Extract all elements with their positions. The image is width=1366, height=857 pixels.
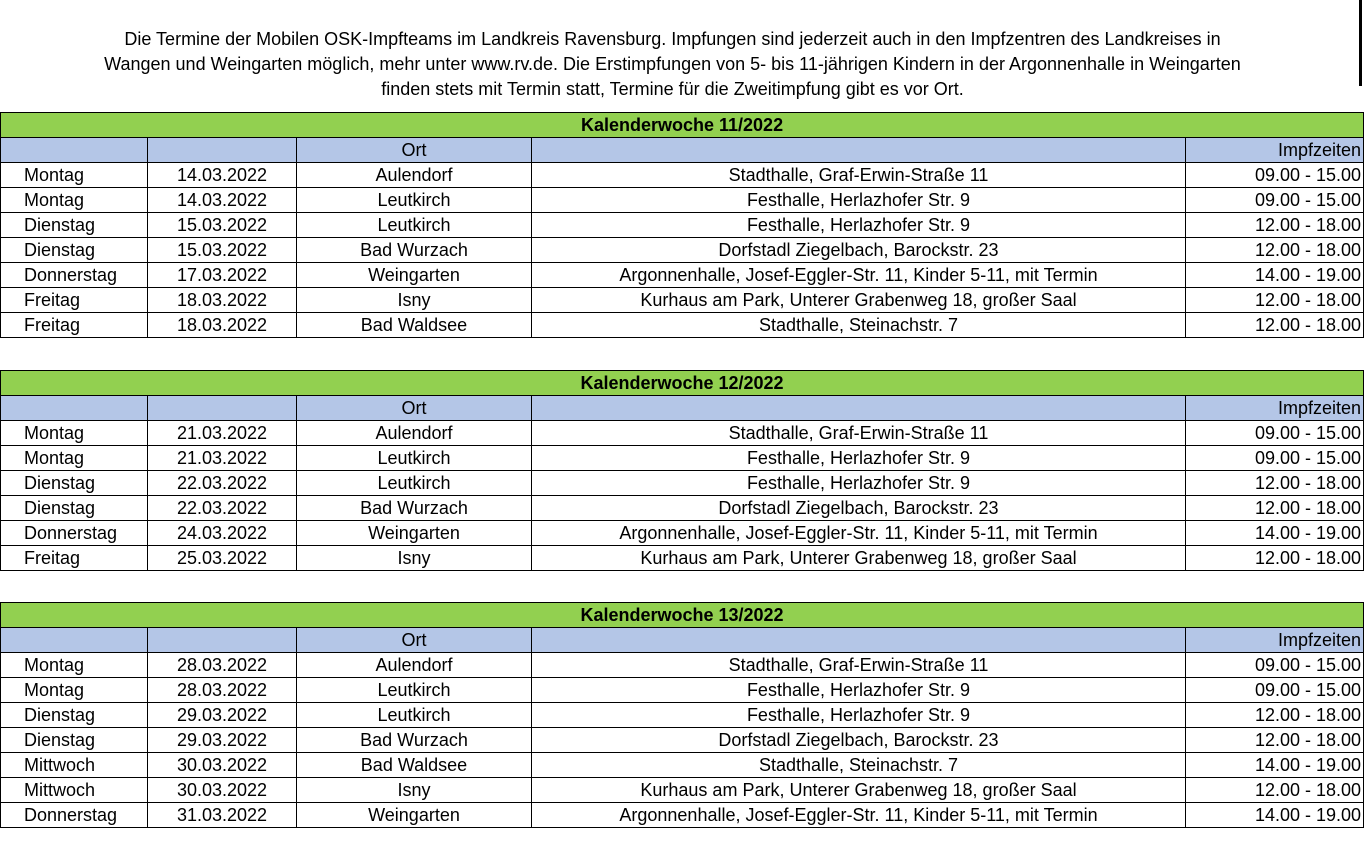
cell-date: 21.03.2022 [148,446,297,471]
cell-ort: Aulendorf [297,653,532,678]
table-row [1,421,1364,446]
intro-line: Wangen und Weingarten möglich, mehr unter www.rv.de. Die Erstimpfungen von 5- bis 11-jährigen Kindern in der Argonnenhalle in Weingarten [104,54,1241,74]
week-table [0,370,1364,571]
week-title: Kalenderwoche 12/2022 [1,371,1364,396]
header-place [532,628,1186,653]
table-row [1,288,1364,313]
cell-day: Dienstag [1,728,148,753]
cell-time: 12.00 - 18.00 [1186,213,1364,238]
cell-day: Dienstag [1,703,148,728]
cell-time: 12.00 - 18.00 [1186,778,1364,803]
header-ort: Ort [297,396,532,421]
cell-place: Festhalle, Herlazhofer Str. 9 [532,471,1186,496]
cell-time: 12.00 - 18.00 [1186,546,1364,571]
cell-date: 18.03.2022 [148,288,297,313]
cell-time: 14.00 - 19.00 [1186,753,1364,778]
cell-ort: Bad Waldsee [297,753,532,778]
cell-place: Festhalle, Herlazhofer Str. 9 [532,678,1186,703]
cell-date: 29.03.2022 [148,703,297,728]
cell-ort: Leutkirch [297,678,532,703]
week-table [0,112,1364,338]
header-ort: Ort [297,138,532,163]
table-row [1,471,1364,496]
cell-day: Montag [1,163,148,188]
cell-date: 18.03.2022 [148,313,297,338]
intro-text [20,27,1325,102]
table-row [1,446,1364,471]
cell-date: 15.03.2022 [148,213,297,238]
cell-day: Dienstag [1,496,148,521]
column-header-row [1,396,1364,421]
table-row [1,753,1364,778]
cell-day: Freitag [1,546,148,571]
cell-time: 09.00 - 15.00 [1186,446,1364,471]
table-row [1,213,1364,238]
right-border-line [1359,0,1362,86]
cell-day: Donnerstag [1,803,148,828]
intro-line: finden stets mit Termin statt, Termine für die Zweitimpfung gibt es vor Ort. [381,79,964,99]
week-table [0,602,1364,828]
cell-day: Dienstag [1,238,148,263]
cell-day: Donnerstag [1,521,148,546]
header-place [532,138,1186,163]
cell-time: 12.00 - 18.00 [1186,703,1364,728]
cell-place: Dorfstadl Ziegelbach, Barockstr. 23 [532,728,1186,753]
cell-place: Argonnenhalle, Josef-Eggler-Str. 11, Kinder 5-11, mit Termin [532,803,1186,828]
cell-date: 28.03.2022 [148,653,297,678]
header-date [148,396,297,421]
cell-place: Kurhaus am Park, Unterer Grabenweg 18, großer Saal [532,288,1186,313]
cell-place: Argonnenhalle, Josef-Eggler-Str. 11, Kinder 5-11, mit Termin [532,263,1186,288]
cell-place: Kurhaus am Park, Unterer Grabenweg 18, großer Saal [532,778,1186,803]
header-day [1,628,148,653]
cell-place: Stadthalle, Steinachstr. 7 [532,753,1186,778]
table-row [1,263,1364,288]
cell-date: 30.03.2022 [148,778,297,803]
cell-date: 22.03.2022 [148,496,297,521]
cell-day: Mittwoch [1,753,148,778]
cell-ort: Weingarten [297,263,532,288]
table-row [1,653,1364,678]
cell-ort: Weingarten [297,803,532,828]
cell-day: Montag [1,446,148,471]
table-row [1,521,1364,546]
cell-ort: Bad Waldsee [297,313,532,338]
table-row [1,163,1364,188]
cell-date: 22.03.2022 [148,471,297,496]
header-ort: Ort [297,628,532,653]
week-title-row [1,371,1364,396]
cell-day: Freitag [1,288,148,313]
cell-time: 09.00 - 15.00 [1186,163,1364,188]
cell-place: Dorfstadl Ziegelbach, Barockstr. 23 [532,496,1186,521]
table-row [1,728,1364,753]
cell-day: Freitag [1,313,148,338]
cell-date: 29.03.2022 [148,728,297,753]
cell-place: Festhalle, Herlazhofer Str. 9 [532,188,1186,213]
cell-time: 12.00 - 18.00 [1186,313,1364,338]
cell-ort: Leutkirch [297,213,532,238]
cell-ort: Isny [297,546,532,571]
header-day [1,138,148,163]
table-row [1,803,1364,828]
cell-day: Montag [1,678,148,703]
cell-place: Festhalle, Herlazhofer Str. 9 [532,213,1186,238]
header-impfzeiten: Impfzeiten [1186,138,1364,163]
header-date [148,628,297,653]
week-title-row [1,113,1364,138]
cell-ort: Bad Wurzach [297,238,532,263]
cell-day: Dienstag [1,213,148,238]
cell-day: Montag [1,653,148,678]
cell-time: 12.00 - 18.00 [1186,471,1364,496]
cell-ort: Leutkirch [297,446,532,471]
cell-date: 21.03.2022 [148,421,297,446]
week-title: Kalenderwoche 13/2022 [1,603,1364,628]
header-impfzeiten: Impfzeiten [1186,396,1364,421]
cell-ort: Isny [297,778,532,803]
cell-time: 12.00 - 18.00 [1186,496,1364,521]
cell-time: 09.00 - 15.00 [1186,678,1364,703]
cell-ort: Bad Wurzach [297,496,532,521]
cell-ort: Isny [297,288,532,313]
cell-day: Montag [1,188,148,213]
table-row [1,188,1364,213]
table-row [1,678,1364,703]
cell-ort: Leutkirch [297,703,532,728]
intro-line: Die Termine der Mobilen OSK-Impfteams im Landkreis Ravensburg. Impfungen sind jederzeit auch in den Impfzentren des Landkreises in [124,29,1221,49]
cell-time: 09.00 - 15.00 [1186,421,1364,446]
cell-time: 14.00 - 19.00 [1186,263,1364,288]
cell-ort: Bad Wurzach [297,728,532,753]
cell-ort: Leutkirch [297,471,532,496]
cell-time: 09.00 - 15.00 [1186,188,1364,213]
header-day [1,396,148,421]
cell-place: Stadthalle, Graf-Erwin-Straße 11 [532,653,1186,678]
cell-place: Stadthalle, Steinachstr. 7 [532,313,1186,338]
cell-time: 12.00 - 18.00 [1186,288,1364,313]
cell-date: 24.03.2022 [148,521,297,546]
week-title-row [1,603,1364,628]
cell-place: Stadthalle, Graf-Erwin-Straße 11 [532,163,1186,188]
cell-place: Stadthalle, Graf-Erwin-Straße 11 [532,421,1186,446]
cell-ort: Weingarten [297,521,532,546]
cell-time: 12.00 - 18.00 [1186,728,1364,753]
table-row [1,778,1364,803]
cell-time: 14.00 - 19.00 [1186,521,1364,546]
cell-time: 12.00 - 18.00 [1186,238,1364,263]
cell-time: 14.00 - 19.00 [1186,803,1364,828]
table-row [1,703,1364,728]
header-date [148,138,297,163]
cell-day: Mittwoch [1,778,148,803]
cell-day: Montag [1,421,148,446]
table-row [1,546,1364,571]
cell-date: 17.03.2022 [148,263,297,288]
cell-place: Kurhaus am Park, Unterer Grabenweg 18, großer Saal [532,546,1186,571]
cell-ort: Aulendorf [297,163,532,188]
header-impfzeiten: Impfzeiten [1186,628,1364,653]
cell-date: 14.03.2022 [148,163,297,188]
column-header-row [1,138,1364,163]
week-title: Kalenderwoche 11/2022 [1,113,1364,138]
cell-place: Argonnenhalle, Josef-Eggler-Str. 11, Kinder 5-11, mit Termin [532,521,1186,546]
cell-day: Donnerstag [1,263,148,288]
cell-date: 15.03.2022 [148,238,297,263]
cell-ort: Aulendorf [297,421,532,446]
table-row [1,496,1364,521]
table-row [1,238,1364,263]
cell-place: Festhalle, Herlazhofer Str. 9 [532,446,1186,471]
table-row [1,313,1364,338]
header-place [532,396,1186,421]
cell-time: 09.00 - 15.00 [1186,653,1364,678]
cell-date: 14.03.2022 [148,188,297,213]
cell-date: 30.03.2022 [148,753,297,778]
cell-ort: Leutkirch [297,188,532,213]
cell-date: 31.03.2022 [148,803,297,828]
column-header-row [1,628,1364,653]
cell-date: 25.03.2022 [148,546,297,571]
cell-place: Dorfstadl Ziegelbach, Barockstr. 23 [532,238,1186,263]
cell-day: Dienstag [1,471,148,496]
cell-date: 28.03.2022 [148,678,297,703]
cell-place: Festhalle, Herlazhofer Str. 9 [532,703,1186,728]
